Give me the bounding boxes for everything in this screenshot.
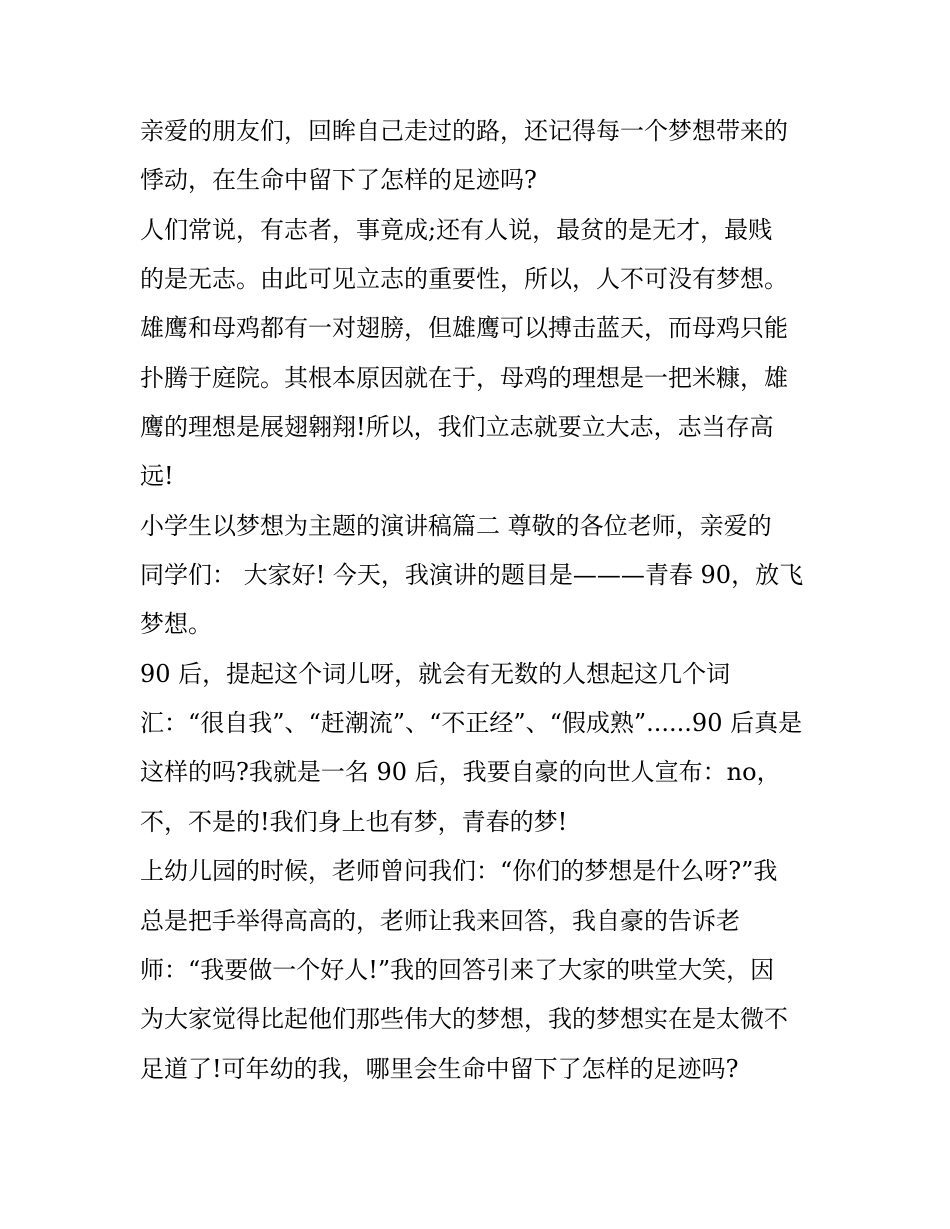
text-line: 师：“我要做一个好人!”我的回答引来了大家的哄堂大笑，因 [140,955,775,984]
text-line: 亲爱的朋友们，回眸自己走过的路，还记得每一个梦想带来的 [140,117,788,145]
text-line: 的是无志。由此可见立志的重要性，所以，人不可没有梦想。 [140,265,788,294]
text-line: 总是把手举得高高的，老师让我来回答，我自豪的告诉老 [140,906,740,935]
text-line: 梦想。 [140,610,212,639]
text-line: 扑腾于庭院。其根本原因就在于，母鸡的理想是一把米糠，雄 [140,363,788,392]
text-line: 雄鹰和母鸡都有一对翅膀，但雄鹰可以搏击蓝天，而母鸡只能 [140,314,788,343]
text-line: 汇：“很自我”、“赶潮流”、“不正经”、“假成熟”......90 后真是 [140,709,803,738]
text-line: 这样的吗?我就是一名 90 后，我要自豪的向世人宣布：no， [140,758,781,787]
text-line: 足道了!可年幼的我，哪里会生命中留下了怎样的足迹吗? [140,1054,739,1083]
text-line: 90 后，提起这个词儿呀，就会有无数的人想起这几个词 [140,659,731,688]
text-line: 人们常说，有志者，事竟成;还有人说，最贫的是无才，最贱 [140,215,773,244]
text-line: 上幼儿园的时候，老师曾问我们：“你们的梦想是什么呀?”我 [140,857,778,886]
text-line: 为大家觉得比起他们那些伟大的梦想，我的梦想实在是太微不 [140,1005,788,1034]
text-line: 远! [140,462,174,491]
text-line: 悸动，在生命中留下了怎样的足迹吗? [140,166,537,195]
text-line: 不，不是的!我们身上也有梦，青春的梦! [140,807,568,836]
text-line: 鹰的理想是展翅翱翔!所以，我们立志就要立大志，志当存高 [140,413,774,442]
text-line: 小学生以梦想为主题的演讲稿篇二 尊敬的各位老师，亲爱的 [140,511,772,540]
body-text [140,107,830,1094]
text-line: 同学们： 大家好! 今天，我演讲的题目是———青春 90，放飞 [140,561,804,590]
